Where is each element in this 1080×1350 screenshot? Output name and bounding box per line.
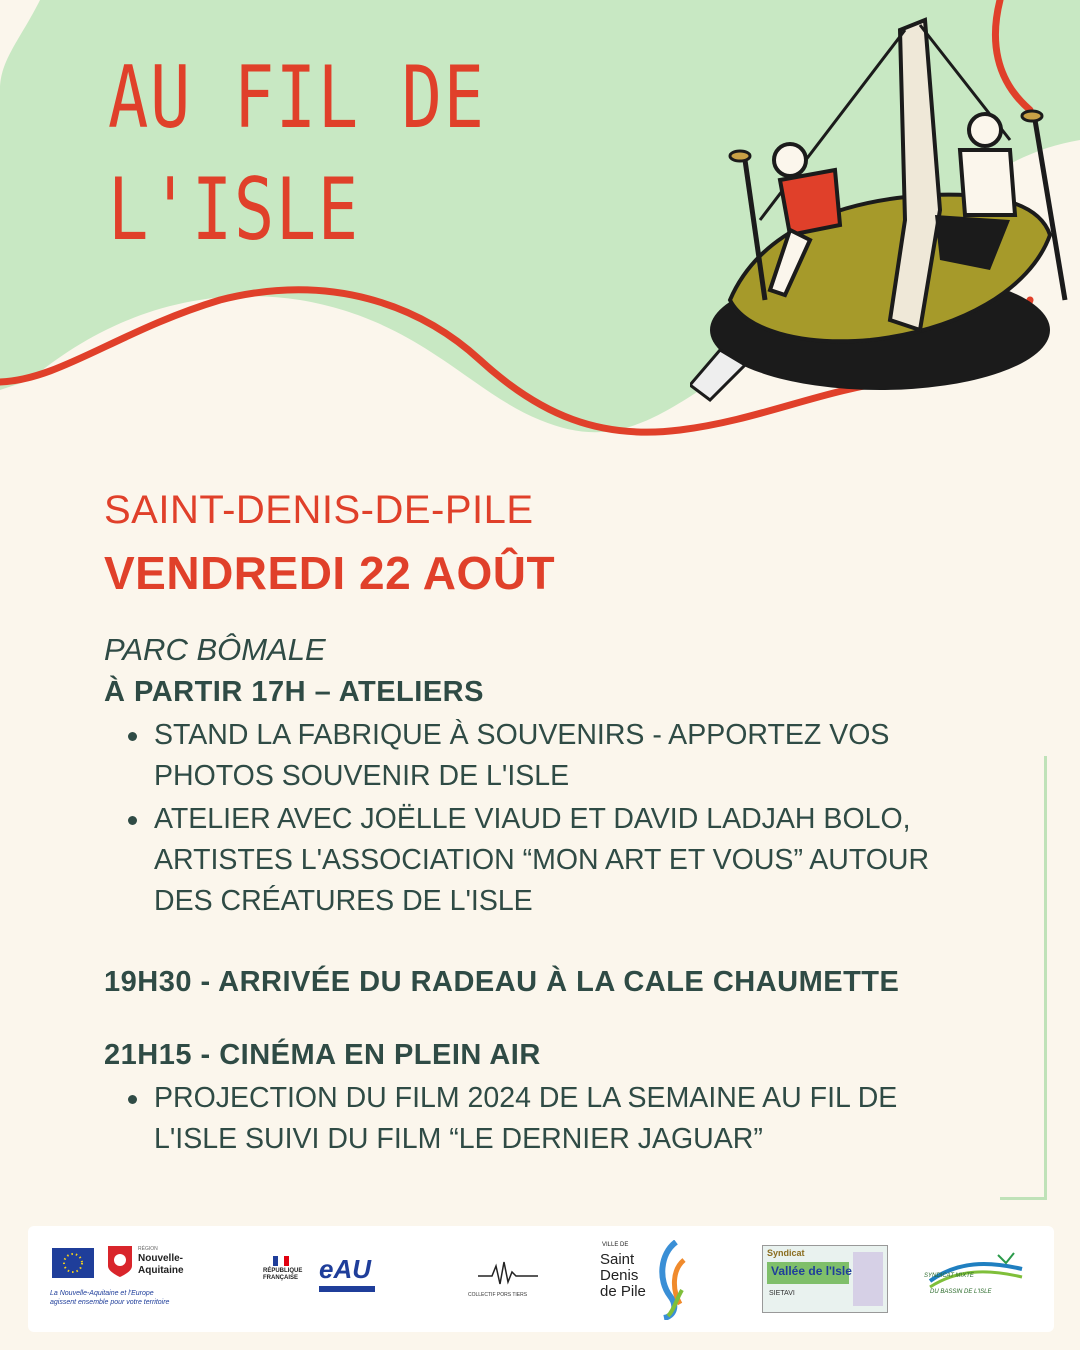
partner-logos-bar <box>28 1226 1054 1332</box>
ville-name-3: de Pile <box>600 1283 646 1300</box>
bassin-line-1: SYNDICAT MIXTE <box>924 1273 974 1279</box>
syndicat-line-2: Vallée de l'Isle <box>771 1264 852 1278</box>
republique-line-2: FRANÇAISE <box>263 1275 299 1281</box>
ville-name-1: Saint <box>600 1251 635 1268</box>
bassin-wave-icon <box>928 1251 1024 1291</box>
bassin-line-2: DU BASSIN DE L'ISLE <box>930 1289 992 1295</box>
waveform-icon <box>478 1258 538 1288</box>
event-date: VENDREDI 22 AOÛT <box>104 547 556 599</box>
section-cinema-list <box>104 1078 1004 1160</box>
decorative-frame-vertical <box>1044 756 1047 1200</box>
eu-flag-icon <box>52 1248 94 1278</box>
collectif-name: COLLECTIF PORS TIERS <box>468 1292 528 1298</box>
section-ateliers-heading: À PARTIR 17H – ATELIERS <box>104 676 484 708</box>
logo-syndicat-vallee <box>762 1226 888 1332</box>
title-line-1: AU FIL DE <box>108 48 486 148</box>
section-cinema-heading: 21H15 - CINÉMA EN PLEIN AIR <box>104 1039 541 1071</box>
event-details <box>104 488 1004 1162</box>
list-item: STAND LA FABRIQUE À SOUVENIRS - APPORTEZ VOS PHOTOS SOUVENIR DE L'ISLE <box>128 715 1004 797</box>
region-tagline-1: La Nouvelle-Aquitaine et l'Europe <box>50 1290 154 1297</box>
region-lion-icon <box>106 1244 134 1278</box>
logo-saint-denis <box>596 1226 691 1332</box>
syndicat-line-3: SIETAVI <box>769 1290 795 1297</box>
eau-bar <box>319 1286 375 1292</box>
region-name-1: Nouvelle- <box>138 1253 184 1264</box>
syndicat-map-icon <box>853 1252 883 1306</box>
title-line-2: L'ISLE <box>108 160 360 260</box>
logo-republique-eau <box>263 1226 383 1332</box>
region-name-2: Aquitaine <box>138 1265 184 1276</box>
region-label: RÉGION <box>138 1246 158 1252</box>
logo-bassin-isle <box>920 1226 1030 1332</box>
marianne-icon <box>273 1256 289 1266</box>
eau-logo-text: eAU <box>319 1254 372 1284</box>
poster-title <box>108 42 486 266</box>
logo-collectif <box>468 1226 548 1332</box>
syndicat-line-1: Syndicat <box>767 1248 805 1258</box>
republique-line-1: RÉPUBLIQUE <box>263 1268 303 1274</box>
section-ateliers-list <box>104 715 1004 922</box>
region-tagline-2: agissent ensemble pour votre territoire <box>50 1299 170 1306</box>
event-town: SAINT-DENIS-DE-PILE <box>104 488 534 532</box>
list-item: PROJECTION DU FILM 2024 DE LA SEMAINE AU FIL DE L'ISLE SUIVI DU FILM “LE DERNIER JAGUAR” <box>128 1078 1004 1160</box>
ville-swoosh-icon <box>656 1240 690 1320</box>
logo-nouvelle-aquitaine <box>50 1226 195 1332</box>
section-radeau-heading: 19H30 - ARRIVÉE DU RADEAU À LA CALE CHAUMETTE <box>104 966 900 998</box>
list-item: ATELIER AVEC JOËLLE VIAUD ET DAVID LADJAH BOLO, ARTISTES L'ASSOCIATION “MON ART ET VOUS” AUTOUR DES CRÉATURES DE L'ISLE <box>128 799 1004 922</box>
decorative-frame-horizontal <box>1000 1197 1047 1200</box>
raft-illustration <box>690 0 1080 420</box>
event-place: PARC BÔMALE <box>104 632 326 667</box>
ville-label: VILLE DE <box>602 1242 629 1248</box>
ville-name-2: Denis <box>600 1267 639 1284</box>
